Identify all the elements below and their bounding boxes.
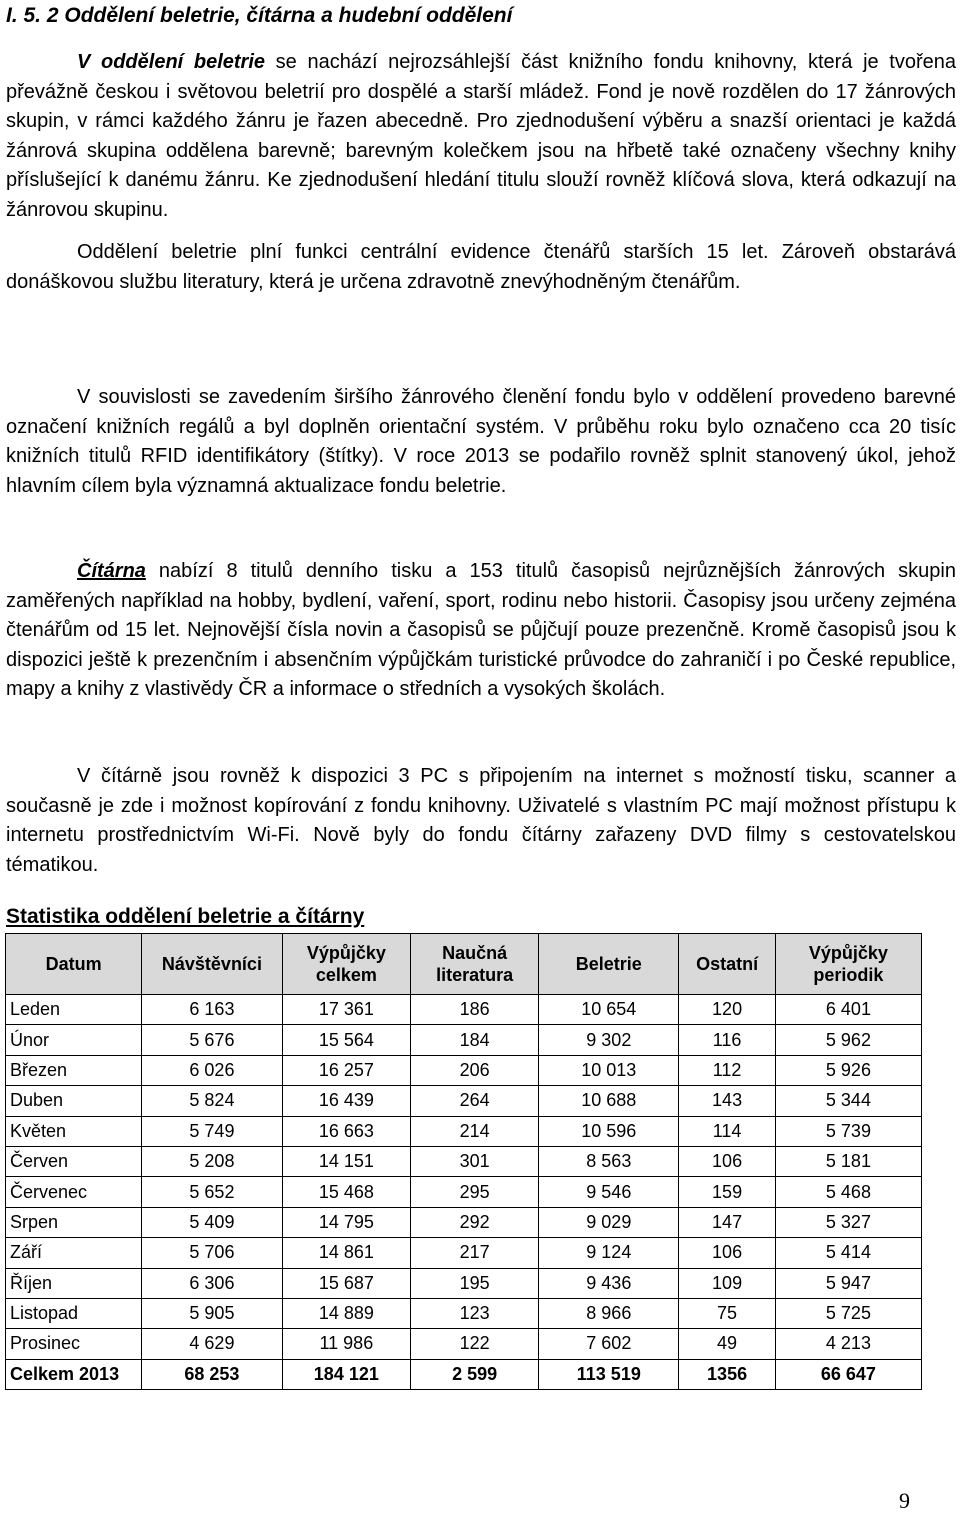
table-cell: 5 739 bbox=[775, 1116, 921, 1146]
column-header: Naučná literatura bbox=[411, 934, 539, 995]
table-cell: 75 bbox=[679, 1298, 776, 1328]
table-cell: 116 bbox=[679, 1025, 776, 1055]
table-cell: 9 302 bbox=[539, 1025, 679, 1055]
table-cell: 5 706 bbox=[142, 1238, 282, 1268]
table-cell: 112 bbox=[679, 1055, 776, 1085]
table-cell: 9 436 bbox=[539, 1268, 679, 1298]
table-cell: 4 629 bbox=[142, 1329, 282, 1359]
table-row bbox=[6, 1298, 922, 1328]
table-cell: 122 bbox=[411, 1329, 539, 1359]
table-cell: 10 013 bbox=[539, 1055, 679, 1085]
table-cell: 14 861 bbox=[282, 1238, 410, 1268]
table-cell: 5 905 bbox=[142, 1298, 282, 1328]
table-cell: 5 749 bbox=[142, 1116, 282, 1146]
table-row bbox=[6, 1116, 922, 1146]
row-label-cell: Celkem 2013 bbox=[6, 1359, 142, 1389]
table-cell: 8 563 bbox=[539, 1146, 679, 1176]
paragraph-text: V souvislosti se zavedením širšího žánrového členění fondu bylo v oddělení provedeno barevné označení knižních regálů a byl doplněn orientační systém. V průběhu roku bylo označeno cca 20 tisíc knižních titulů RFID identifikátory (štítky). V roce 2013 se podařilo rovněž splnit stanovený úkol, jehož hlavním cílem byla významná aktualizace fondu beletrie. bbox=[6, 386, 956, 497]
row-label-cell: Leden bbox=[6, 995, 142, 1025]
paragraph-text: se nachází nejrozsáhlejší část knižního fondu knihovny, která je tvořena převážně českou i světovou beletrií pro dospělé a starší mládež. Fond je nově rozdělen do 17 žánrových skupin, v rámci každého žánru je řazen abecedně. Pro zjednodušení výběru a snazší orientaci je každá žánrová skupina oddělena barevně; barevným kolečkem jsou na hřbetě také označeny všechny knihy příslušející k danému žánru. Ke zjednodušení hledání titulu slouží rovněž klíčová slova, která odkazují na žánrovou skupinu. bbox=[6, 51, 956, 221]
table-cell: 10 596 bbox=[539, 1116, 679, 1146]
column-header: Ostatní bbox=[679, 934, 776, 995]
table-cell: 147 bbox=[679, 1207, 776, 1237]
table-cell: 5 962 bbox=[775, 1025, 921, 1055]
table-cell: 217 bbox=[411, 1238, 539, 1268]
table-row bbox=[6, 1086, 922, 1116]
paragraph-lead: V oddělení beletrie bbox=[77, 51, 266, 73]
table-cell: 159 bbox=[679, 1177, 776, 1207]
table-cell: 5 824 bbox=[142, 1086, 282, 1116]
table-cell: 15 564 bbox=[282, 1025, 410, 1055]
row-label-cell: Srpen bbox=[6, 1207, 142, 1237]
table-cell: 7 602 bbox=[539, 1329, 679, 1359]
table-cell: 6 306 bbox=[142, 1268, 282, 1298]
table-cell: 14 795 bbox=[282, 1207, 410, 1237]
table-cell: 9 029 bbox=[539, 1207, 679, 1237]
table-cell: 5 409 bbox=[142, 1207, 282, 1237]
table-row bbox=[6, 1177, 922, 1207]
table-row bbox=[6, 1146, 922, 1176]
table-cell: 5 208 bbox=[142, 1146, 282, 1176]
table-cell: 5 676 bbox=[142, 1025, 282, 1055]
table-row bbox=[6, 1025, 922, 1055]
table-row bbox=[6, 1329, 922, 1359]
table-cell: 2 599 bbox=[411, 1359, 539, 1389]
table-cell: 214 bbox=[411, 1116, 539, 1146]
table-body bbox=[6, 995, 922, 1390]
table-cell: 264 bbox=[411, 1086, 539, 1116]
table-cell: 5 926 bbox=[775, 1055, 921, 1085]
paragraph-text: Oddělení beletrie plní funkci centrální evidence čtenářů starších 15 let. Zároveň obstarává donáškovou službu literatury, která je určena zdravotně znevýhodněným čtenářům. bbox=[6, 241, 956, 293]
table-cell: 5 344 bbox=[775, 1086, 921, 1116]
table-cell: 15 687 bbox=[282, 1268, 410, 1298]
table-cell: 15 468 bbox=[282, 1177, 410, 1207]
paragraph-evidence bbox=[6, 238, 956, 297]
table-cell: 4 213 bbox=[775, 1329, 921, 1359]
paragraph-beletrie bbox=[6, 48, 956, 225]
table-row bbox=[6, 995, 922, 1025]
paragraph-genre bbox=[6, 383, 956, 501]
table-cell: 184 bbox=[411, 1025, 539, 1055]
table-cell: 6 401 bbox=[775, 995, 921, 1025]
table-cell: 17 361 bbox=[282, 995, 410, 1025]
page-number: 9 bbox=[899, 1488, 910, 1513]
table-cell: 5 414 bbox=[775, 1238, 921, 1268]
table-title: Statistika oddělení beletrie a čítárny bbox=[6, 905, 365, 928]
table-cell: 5 947 bbox=[775, 1268, 921, 1298]
paragraph-citarna bbox=[6, 557, 956, 705]
table-cell: 14 889 bbox=[282, 1298, 410, 1328]
table-cell: 106 bbox=[679, 1238, 776, 1268]
row-label-cell: Březen bbox=[6, 1055, 142, 1085]
table-cell: 292 bbox=[411, 1207, 539, 1237]
row-label-cell: Červenec bbox=[6, 1177, 142, 1207]
table-cell: 10 688 bbox=[539, 1086, 679, 1116]
table-cell: 120 bbox=[679, 995, 776, 1025]
column-header: Výpůjčky celkem bbox=[282, 934, 410, 995]
table-row bbox=[6, 1055, 922, 1085]
table-cell: 68 253 bbox=[142, 1359, 282, 1389]
column-header: Návštěvníci bbox=[142, 934, 282, 995]
table-cell: 206 bbox=[411, 1055, 539, 1085]
table-cell: 16 257 bbox=[282, 1055, 410, 1085]
table-cell: 16 663 bbox=[282, 1116, 410, 1146]
paragraph-text: V čítárně jsou rovněž k dispozici 3 PC s připojením na internet s možností tisku, scanner a současně je zde i možnost kopírování z fondu knihovny. Uživatelé s vlastním PC mají možnost přístupu k internetu prostřednictvím Wi-Fi. Nově byly do fondu čítárny zařazeny DVD filmy s cestovatelskou tématikou. bbox=[6, 765, 956, 876]
table-total-row bbox=[6, 1359, 922, 1389]
table-cell: 66 647 bbox=[775, 1359, 921, 1389]
table-cell: 109 bbox=[679, 1268, 776, 1298]
table-header-row bbox=[6, 934, 922, 995]
table-cell: 113 519 bbox=[539, 1359, 679, 1389]
table-cell: 5 725 bbox=[775, 1298, 921, 1328]
statistics-table bbox=[5, 933, 922, 1390]
row-label-cell: Prosinec bbox=[6, 1329, 142, 1359]
row-label-cell: Květen bbox=[6, 1116, 142, 1146]
table-row bbox=[6, 1238, 922, 1268]
paragraph-lead: Čítárna bbox=[77, 560, 146, 582]
section-heading: I. 5. 2 Oddělení beletrie, čítárna a hudební oddělení bbox=[6, 4, 513, 27]
table-cell: 10 654 bbox=[539, 995, 679, 1025]
column-header: Výpůjčky periodik bbox=[775, 934, 921, 995]
row-label-cell: Září bbox=[6, 1238, 142, 1268]
row-label-cell: Říjen bbox=[6, 1268, 142, 1298]
row-label-cell: Červen bbox=[6, 1146, 142, 1176]
table-cell: 1356 bbox=[679, 1359, 776, 1389]
table-cell: 8 966 bbox=[539, 1298, 679, 1328]
table-cell: 16 439 bbox=[282, 1086, 410, 1116]
table-cell: 123 bbox=[411, 1298, 539, 1328]
table-cell: 184 121 bbox=[282, 1359, 410, 1389]
table-cell: 49 bbox=[679, 1329, 776, 1359]
table-row bbox=[6, 1268, 922, 1298]
table-cell: 11 986 bbox=[282, 1329, 410, 1359]
table-cell: 6 163 bbox=[142, 995, 282, 1025]
table-cell: 5 327 bbox=[775, 1207, 921, 1237]
table-cell: 295 bbox=[411, 1177, 539, 1207]
paragraph-text: nabízí 8 titulů denního tisku a 153 titulů časopisů nejrůznějších žánrových skupin zaměřených například na hobby, bydlení, vaření, sport, rodinu nebo historii. Časopisy jsou určeny zejména čtenářům od 15 let. Nejnovější čísla novin a časopisů se půjčují pouze prezenčně. Kromě časopisů jsou k dispozici ještě k prezenčním i absenčním výpůjčkám turistické průvodce do zahraničí i po České republice, mapy a knihy z vlastivědy ČR a informace o středních a vysokých školách. bbox=[6, 560, 956, 700]
table-cell: 9 124 bbox=[539, 1238, 679, 1268]
column-header: Datum bbox=[6, 934, 142, 995]
table-cell: 14 151 bbox=[282, 1146, 410, 1176]
table-cell: 143 bbox=[679, 1086, 776, 1116]
table-cell: 195 bbox=[411, 1268, 539, 1298]
table-cell: 5 652 bbox=[142, 1177, 282, 1207]
table-cell: 6 026 bbox=[142, 1055, 282, 1085]
row-label-cell: Duben bbox=[6, 1086, 142, 1116]
table-cell: 5 181 bbox=[775, 1146, 921, 1176]
paragraph-pc bbox=[6, 762, 956, 880]
table-row bbox=[6, 1207, 922, 1237]
table-cell: 106 bbox=[679, 1146, 776, 1176]
table-cell: 186 bbox=[411, 995, 539, 1025]
table-cell: 9 546 bbox=[539, 1177, 679, 1207]
row-label-cell: Únor bbox=[6, 1025, 142, 1055]
table-cell: 301 bbox=[411, 1146, 539, 1176]
table-cell: 114 bbox=[679, 1116, 776, 1146]
column-header: Beletrie bbox=[539, 934, 679, 995]
table-cell: 5 468 bbox=[775, 1177, 921, 1207]
row-label-cell: Listopad bbox=[6, 1298, 142, 1328]
